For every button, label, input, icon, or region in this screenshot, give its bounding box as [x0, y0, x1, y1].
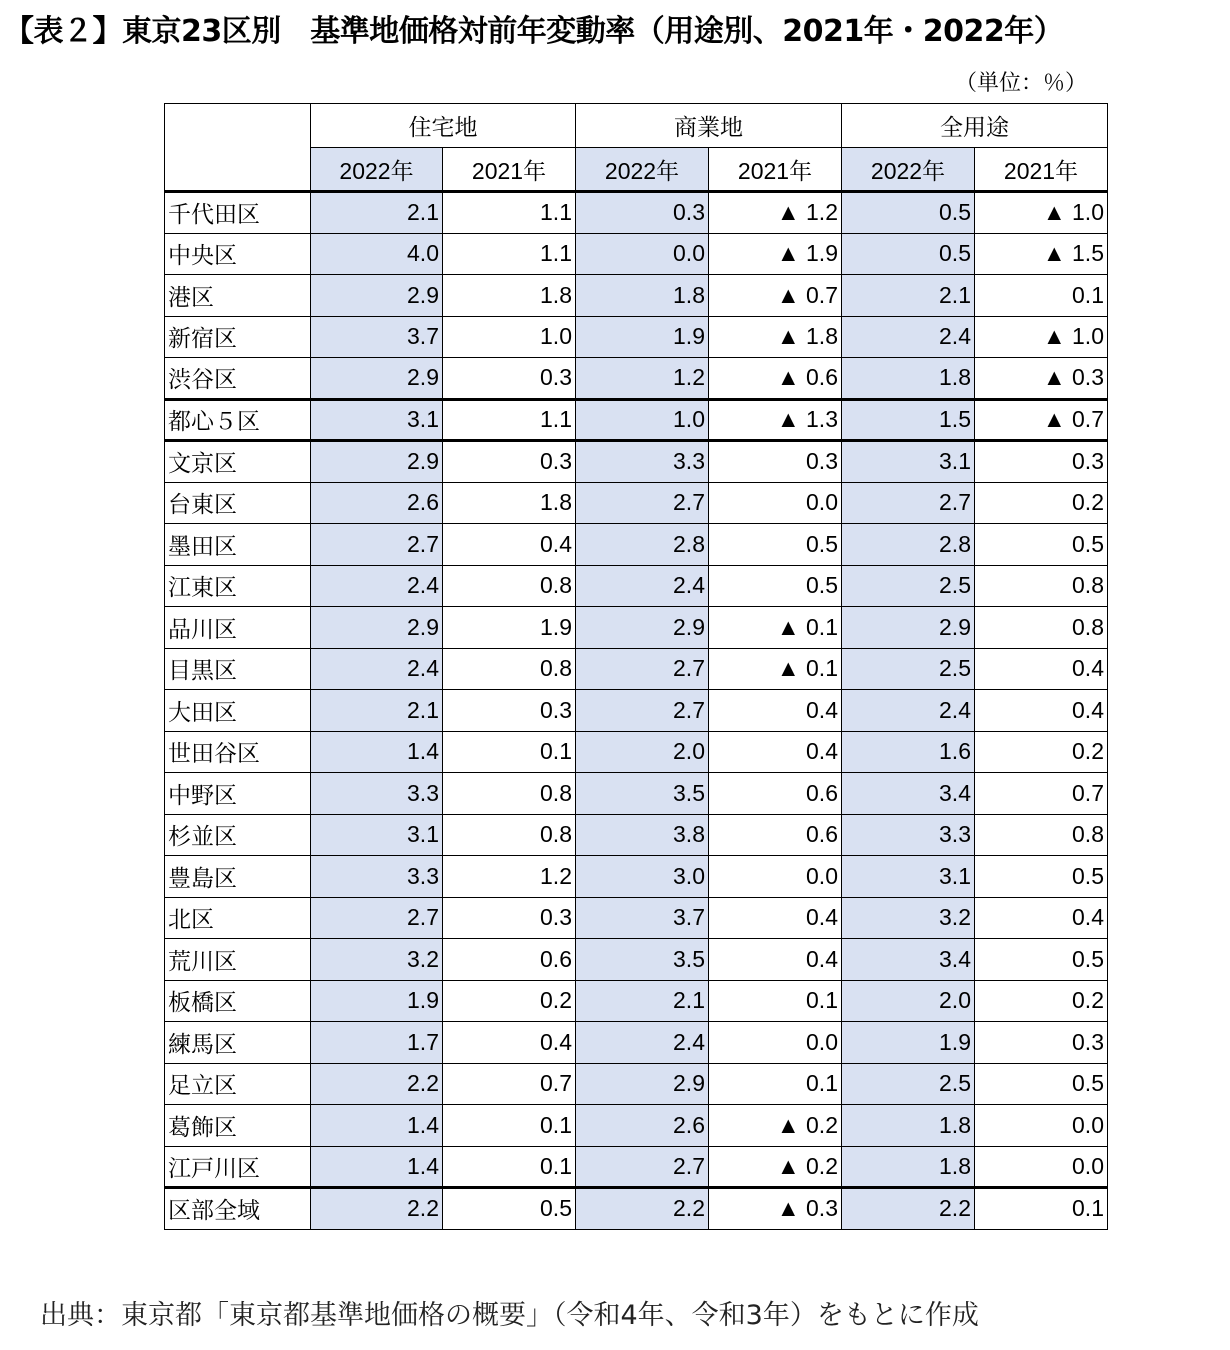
- value-cell: 2.8: [842, 524, 975, 566]
- ward-name: 江東区: [165, 565, 311, 607]
- value-cell: 2.9: [576, 1063, 709, 1105]
- value-cell: ▲ 0.3: [709, 1188, 842, 1230]
- value-cell: 0.7: [443, 1063, 576, 1105]
- ward-name: 練馬区: [165, 1022, 311, 1064]
- value-cell: 1.9: [311, 980, 443, 1022]
- value-cell: 2.7: [576, 482, 709, 524]
- ward-name: 新宿区: [165, 316, 311, 358]
- value-cell: 0.5: [842, 233, 975, 275]
- ward-name: 江戸川区: [165, 1146, 311, 1188]
- source-note: 出典：東京都「東京都基準地価格の概要」（令和4年、令和3年）をもとに作成: [40, 1300, 979, 1331]
- value-cell: 0.3: [443, 441, 576, 483]
- value-cell: 2.4: [311, 565, 443, 607]
- value-cell: 0.8: [443, 565, 576, 607]
- year-header: 2022年: [842, 148, 975, 192]
- corner-cell: [165, 104, 311, 192]
- value-cell: 4.0: [311, 233, 443, 275]
- value-cell: ▲ 0.6: [709, 358, 842, 400]
- table-row: [165, 814, 1108, 856]
- value-cell: 3.3: [311, 773, 443, 815]
- value-cell: 1.2: [576, 358, 709, 400]
- value-cell: 2.0: [576, 731, 709, 773]
- ward-name: 千代田区: [165, 192, 311, 234]
- value-cell: 2.4: [576, 565, 709, 607]
- value-cell: 0.4: [709, 939, 842, 981]
- ward-name: 渋谷区: [165, 358, 311, 400]
- value-cell: 3.5: [576, 939, 709, 981]
- table-row: [165, 897, 1108, 939]
- value-cell: 0.1: [443, 1105, 576, 1147]
- year-header: 2022年: [311, 148, 443, 192]
- value-cell: 0.8: [443, 773, 576, 815]
- table-row: [165, 1188, 1108, 1230]
- value-cell: 0.4: [443, 1022, 576, 1064]
- value-cell: 3.1: [311, 399, 443, 441]
- year-header: 2021年: [975, 148, 1108, 192]
- value-cell: 2.4: [842, 316, 975, 358]
- value-cell: 2.2: [576, 1188, 709, 1230]
- value-cell: 1.5: [842, 399, 975, 441]
- value-cell: 3.3: [311, 856, 443, 898]
- value-cell: 0.2: [975, 980, 1108, 1022]
- ward-name: 葛飾区: [165, 1105, 311, 1147]
- value-cell: 3.2: [311, 939, 443, 981]
- value-cell: 0.1: [709, 980, 842, 1022]
- value-cell: 1.0: [443, 316, 576, 358]
- value-cell: ▲ 0.7: [975, 399, 1108, 441]
- table-row: [165, 441, 1108, 483]
- ward-name: 墨田区: [165, 524, 311, 566]
- value-cell: 2.5: [842, 648, 975, 690]
- ward-name: 目黒区: [165, 648, 311, 690]
- value-cell: 1.9: [842, 1022, 975, 1064]
- header-group-row: [165, 104, 1108, 148]
- group-residential: 住宅地: [311, 104, 576, 148]
- value-cell: 0.4: [709, 731, 842, 773]
- value-cell: 0.5: [975, 1063, 1108, 1105]
- ward-name: 台東区: [165, 482, 311, 524]
- table-row: [165, 1063, 1108, 1105]
- value-cell: 1.8: [576, 275, 709, 317]
- value-cell: 2.9: [842, 607, 975, 649]
- value-cell: 2.0: [842, 980, 975, 1022]
- table-row: [165, 524, 1108, 566]
- table-row: [165, 731, 1108, 773]
- value-cell: 1.8: [443, 275, 576, 317]
- value-cell: ▲ 0.2: [709, 1146, 842, 1188]
- value-cell: 0.8: [975, 814, 1108, 856]
- table-row: [165, 358, 1108, 400]
- value-cell: 2.9: [311, 358, 443, 400]
- value-cell: 1.8: [842, 358, 975, 400]
- ward-name: 板橋区: [165, 980, 311, 1022]
- value-cell: 0.5: [709, 565, 842, 607]
- table-row: [165, 275, 1108, 317]
- table-row: [165, 482, 1108, 524]
- ward-name: 区部全域: [165, 1188, 311, 1230]
- table-title: 【表２】東京23区別 基準地価格対前年変動率（用途別、2021年・2022年）: [4, 14, 1064, 49]
- value-cell: 3.1: [311, 814, 443, 856]
- table-row: [165, 565, 1108, 607]
- value-cell: 2.9: [576, 607, 709, 649]
- value-cell: 1.7: [311, 1022, 443, 1064]
- value-cell: 3.1: [842, 441, 975, 483]
- value-cell: 2.6: [576, 1105, 709, 1147]
- value-cell: 0.0: [576, 233, 709, 275]
- value-cell: 0.1: [443, 731, 576, 773]
- value-cell: 0.3: [709, 441, 842, 483]
- value-cell: 0.8: [975, 607, 1108, 649]
- value-cell: 0.5: [443, 1188, 576, 1230]
- value-cell: ▲ 1.5: [975, 233, 1108, 275]
- value-cell: 0.6: [443, 939, 576, 981]
- value-cell: 0.3: [443, 690, 576, 732]
- value-cell: 0.4: [709, 897, 842, 939]
- value-cell: 0.0: [975, 1105, 1108, 1147]
- value-cell: ▲ 1.3: [709, 399, 842, 441]
- value-cell: 2.1: [576, 980, 709, 1022]
- value-cell: ▲ 1.0: [975, 192, 1108, 234]
- value-cell: 3.3: [576, 441, 709, 483]
- value-cell: 2.5: [842, 565, 975, 607]
- year-header: 2022年: [576, 148, 709, 192]
- value-cell: 2.7: [576, 1146, 709, 1188]
- ward-name: 杉並区: [165, 814, 311, 856]
- value-cell: 1.4: [311, 731, 443, 773]
- value-cell: 0.5: [975, 939, 1108, 981]
- table-row: [165, 316, 1108, 358]
- value-cell: 0.4: [975, 648, 1108, 690]
- value-cell: 3.0: [576, 856, 709, 898]
- table-row: [165, 773, 1108, 815]
- value-cell: 1.2: [443, 856, 576, 898]
- value-cell: 0.4: [709, 690, 842, 732]
- value-cell: ▲ 1.0: [975, 316, 1108, 358]
- value-cell: 2.7: [576, 690, 709, 732]
- ward-name: 都心５区: [165, 399, 311, 441]
- value-cell: 2.4: [576, 1022, 709, 1064]
- value-cell: 1.8: [842, 1146, 975, 1188]
- value-cell: ▲ 0.7: [709, 275, 842, 317]
- group-all-uses: 全用途: [842, 104, 1108, 148]
- value-cell: 0.6: [709, 814, 842, 856]
- value-cell: 1.4: [311, 1105, 443, 1147]
- value-cell: ▲ 0.3: [975, 358, 1108, 400]
- value-cell: 3.7: [576, 897, 709, 939]
- value-cell: 1.4: [311, 1146, 443, 1188]
- table-row: [165, 399, 1108, 441]
- value-cell: 0.4: [975, 897, 1108, 939]
- value-cell: 0.3: [443, 358, 576, 400]
- value-cell: 0.5: [709, 524, 842, 566]
- unit-label: （単位：％）: [955, 71, 1088, 96]
- ward-name: 文京区: [165, 441, 311, 483]
- value-cell: 1.0: [576, 399, 709, 441]
- value-cell: ▲ 1.8: [709, 316, 842, 358]
- ward-name: 足立区: [165, 1063, 311, 1105]
- ward-name: 港区: [165, 275, 311, 317]
- value-cell: 0.8: [975, 565, 1108, 607]
- value-cell: 2.4: [842, 690, 975, 732]
- value-cell: 0.8: [443, 814, 576, 856]
- value-cell: 0.5: [975, 856, 1108, 898]
- value-cell: 2.7: [311, 524, 443, 566]
- land-price-table: [164, 103, 1108, 1230]
- value-cell: 3.3: [842, 814, 975, 856]
- value-cell: 2.7: [576, 648, 709, 690]
- value-cell: 2.9: [311, 275, 443, 317]
- value-cell: ▲ 0.1: [709, 648, 842, 690]
- table-row: [165, 607, 1108, 649]
- value-cell: 0.1: [975, 275, 1108, 317]
- ward-name: 豊島区: [165, 856, 311, 898]
- value-cell: 0.2: [975, 482, 1108, 524]
- value-cell: 2.4: [311, 648, 443, 690]
- value-cell: 2.8: [576, 524, 709, 566]
- value-cell: 0.2: [443, 980, 576, 1022]
- value-cell: 2.2: [842, 1188, 975, 1230]
- ward-name: 北区: [165, 897, 311, 939]
- value-cell: 0.7: [975, 773, 1108, 815]
- table-row: [165, 233, 1108, 275]
- value-cell: 0.8: [443, 648, 576, 690]
- value-cell: 1.8: [443, 482, 576, 524]
- value-cell: 0.4: [975, 690, 1108, 732]
- value-cell: 1.1: [443, 192, 576, 234]
- value-cell: 0.1: [975, 1188, 1108, 1230]
- value-cell: 0.0: [709, 1022, 842, 1064]
- value-cell: 0.3: [443, 897, 576, 939]
- value-cell: 3.4: [842, 773, 975, 815]
- value-cell: 3.2: [842, 897, 975, 939]
- value-cell: 1.1: [443, 399, 576, 441]
- value-cell: 1.1: [443, 233, 576, 275]
- value-cell: 2.1: [311, 192, 443, 234]
- value-cell: 3.7: [311, 316, 443, 358]
- value-cell: 2.9: [311, 441, 443, 483]
- value-cell: 0.3: [975, 1022, 1108, 1064]
- value-cell: 3.1: [842, 856, 975, 898]
- year-header: 2021年: [443, 148, 576, 192]
- table-row: [165, 192, 1108, 234]
- value-cell: 0.2: [975, 731, 1108, 773]
- value-cell: 3.8: [576, 814, 709, 856]
- value-cell: ▲ 0.2: [709, 1105, 842, 1147]
- value-cell: 2.1: [311, 690, 443, 732]
- table-row: [165, 939, 1108, 981]
- table-row: [165, 1022, 1108, 1064]
- table-row: [165, 648, 1108, 690]
- value-cell: 3.5: [576, 773, 709, 815]
- value-cell: 0.5: [975, 524, 1108, 566]
- value-cell: 0.4: [443, 524, 576, 566]
- value-cell: 2.6: [311, 482, 443, 524]
- value-cell: 1.9: [443, 607, 576, 649]
- table-row: [165, 690, 1108, 732]
- value-cell: 0.0: [975, 1146, 1108, 1188]
- ward-name: 中央区: [165, 233, 311, 275]
- value-cell: 2.1: [842, 275, 975, 317]
- value-cell: 0.0: [709, 856, 842, 898]
- group-commercial: 商業地: [576, 104, 842, 148]
- ward-name: 品川区: [165, 607, 311, 649]
- ward-name: 大田区: [165, 690, 311, 732]
- value-cell: 0.5: [842, 192, 975, 234]
- value-cell: 2.5: [842, 1063, 975, 1105]
- ward-name: 荒川区: [165, 939, 311, 981]
- table-row: [165, 1146, 1108, 1188]
- ward-name: 中野区: [165, 773, 311, 815]
- value-cell: 1.9: [576, 316, 709, 358]
- value-cell: 2.2: [311, 1063, 443, 1105]
- table-row: [165, 1105, 1108, 1147]
- value-cell: ▲ 1.2: [709, 192, 842, 234]
- value-cell: 0.3: [576, 192, 709, 234]
- table-row: [165, 856, 1108, 898]
- year-header: 2021年: [709, 148, 842, 192]
- value-cell: 2.7: [311, 897, 443, 939]
- value-cell: 1.8: [842, 1105, 975, 1147]
- value-cell: 0.1: [443, 1146, 576, 1188]
- value-cell: 0.3: [975, 441, 1108, 483]
- value-cell: 2.9: [311, 607, 443, 649]
- value-cell: 2.7: [842, 482, 975, 524]
- ward-name: 世田谷区: [165, 731, 311, 773]
- value-cell: 2.2: [311, 1188, 443, 1230]
- value-cell: ▲ 0.1: [709, 607, 842, 649]
- value-cell: 0.0: [709, 482, 842, 524]
- table-row: [165, 980, 1108, 1022]
- table-body: [165, 192, 1108, 1230]
- value-cell: 0.6: [709, 773, 842, 815]
- value-cell: 1.6: [842, 731, 975, 773]
- value-cell: ▲ 1.9: [709, 233, 842, 275]
- value-cell: 3.4: [842, 939, 975, 981]
- value-cell: 0.1: [709, 1063, 842, 1105]
